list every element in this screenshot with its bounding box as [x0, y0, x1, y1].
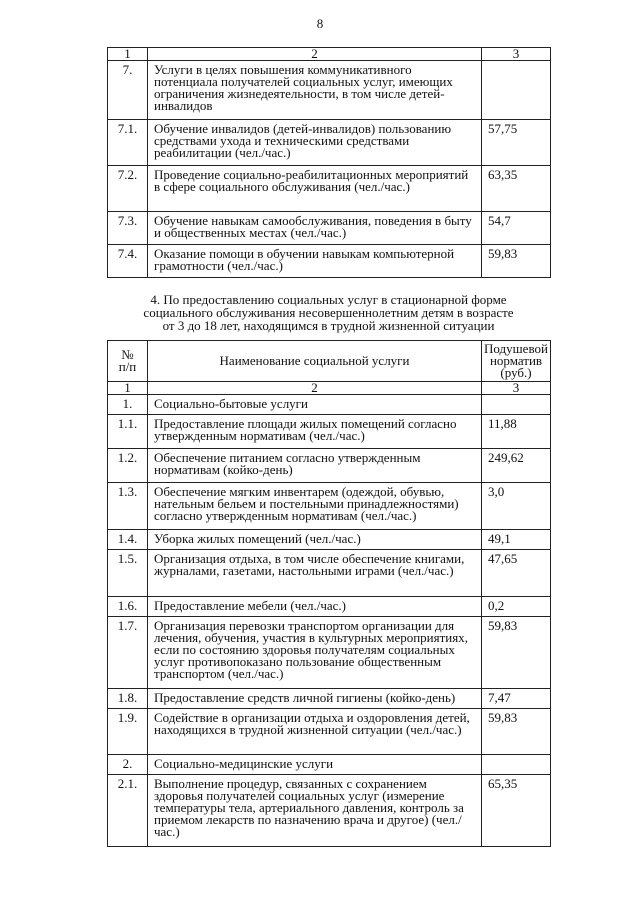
row-number: 7.1.: [108, 120, 148, 166]
services-table-section4: [107, 340, 551, 847]
service-name: Обеспечение мягким инвентарем (одеждой, обувью, нательным бельем и постельными принадлежностями) согласно утвержденным нормативам (чел./час.): [148, 483, 482, 530]
service-name: Оказание помощи в обучении навыкам компьютерной грамотности (чел./час.): [148, 245, 482, 278]
row-number: 1.7.: [108, 617, 148, 689]
column-number-row: [108, 382, 551, 395]
row-number: 7.4.: [108, 245, 148, 278]
row-number: 1.8.: [108, 689, 148, 709]
section-heading: [107, 293, 550, 332]
table-row: [108, 483, 551, 530]
column-number-row: [108, 48, 551, 61]
column-number: 1: [108, 382, 148, 395]
norm-value: 47,65: [482, 550, 551, 597]
norm-value: 57,75: [482, 120, 551, 166]
norm-value: 49,1: [482, 530, 551, 550]
table-row: [108, 245, 551, 278]
table-row: [108, 530, 551, 550]
section-heading-line: от 3 до 18 лет, находящимся в трудной жизненной ситуации: [162, 318, 495, 333]
row-number: 7.2.: [108, 166, 148, 212]
service-name: Обеспечение питанием согласно утвержденным нормативам (койко-день): [148, 449, 482, 483]
norm-value: [482, 61, 551, 120]
header-name: Наименование социальной услуги: [148, 341, 482, 382]
service-name: Социально-медицинские услуги: [148, 755, 482, 775]
row-number: 1.1.: [108, 415, 148, 449]
header-number-line: №: [121, 347, 134, 362]
table-header-row: [108, 341, 551, 382]
service-name: Предоставление площади жилых помещений согласно утвержденным нормативам (чел./час.): [148, 415, 482, 449]
norm-value: [482, 755, 551, 775]
row-number: 1.9.: [108, 709, 148, 755]
column-number: 2: [148, 382, 482, 395]
page-number: 8: [316, 16, 324, 31]
norm-value: 0,2: [482, 597, 551, 617]
norm-value: 3,0: [482, 483, 551, 530]
row-number: 1.2.: [108, 449, 148, 483]
service-name: Организация отдыха, в том числе обеспечение книгами, журналами, газетами, настольными играми (чел./час.): [148, 550, 482, 597]
service-name: Обучение навыкам самообслуживания, поведения в быту и общественных местах (чел./час.): [148, 212, 482, 245]
norm-value: 59,83: [482, 617, 551, 689]
services-table-continued: [107, 47, 551, 278]
service-name: Выполнение процедур, связанных с сохранением здоровья получателей социальных услуг (измерение температуры тела, артериального давления, контроль за приемом лекарств по назначению врача и другое) (чел./час.): [148, 775, 482, 847]
norm-value: [482, 395, 551, 415]
norm-value: 59,83: [482, 709, 551, 755]
norm-value: 63,35: [482, 166, 551, 212]
table-row: [108, 709, 551, 755]
service-name: Содействие в организации отдыха и оздоровления детей, находящихся в трудной жизненной ситуации (чел./час.): [148, 709, 482, 755]
service-name: Уборка жилых помещений (чел./час.): [148, 530, 482, 550]
section-heading-line: 4. По предоставлению социальных услуг в стационарной форме: [150, 292, 507, 307]
table-row: [108, 415, 551, 449]
column-number: 3: [482, 382, 551, 395]
row-number: 2.: [108, 755, 148, 775]
header-value-line: норматив (руб.): [489, 353, 543, 380]
header-value-line: Подушевой: [484, 341, 548, 356]
row-number: 7.3.: [108, 212, 148, 245]
table-row: [108, 597, 551, 617]
table-row: [108, 120, 551, 166]
service-name: Обучение инвалидов (детей-инвалидов) пользованию средствами ухода и техническими средствами реабилитации (чел./час.): [148, 120, 482, 166]
norm-value: 65,35: [482, 775, 551, 847]
table-row: [108, 61, 551, 120]
table-row: [108, 775, 551, 847]
table-row: [108, 449, 551, 483]
row-number: 7.: [108, 61, 148, 120]
header-number: [108, 341, 148, 382]
table-row: [108, 755, 551, 775]
column-number: 3: [482, 48, 551, 61]
row-number: 1.: [108, 395, 148, 415]
row-number: 1.5.: [108, 550, 148, 597]
row-number: 1.6.: [108, 597, 148, 617]
service-name: Проведение социально-реабилитационных мероприятий в сфере социального обслуживания (чел./час.): [148, 166, 482, 212]
service-name: Предоставление мебели (чел./час.): [148, 597, 482, 617]
service-name: Социально-бытовые услуги: [148, 395, 482, 415]
column-number: 2: [148, 48, 482, 61]
header-number-line: п/п: [118, 359, 137, 374]
service-name: Организация перевозки транспортом организации для лечения, обучения, участия в культурных мероприятиях, если по состоянию здоровья получателям социальных услуг противопоказано пользование общественным транспортом (чел./час.): [148, 617, 482, 689]
header-value: [482, 341, 551, 382]
table-row: [108, 212, 551, 245]
table-row: [108, 617, 551, 689]
norm-value: 249,62: [482, 449, 551, 483]
row-number: 1.4.: [108, 530, 148, 550]
norm-value: 11,88: [482, 415, 551, 449]
service-name: Предоставление средств личной гигиены (койко-день): [148, 689, 482, 709]
column-number: 1: [108, 48, 148, 61]
row-number: 1.3.: [108, 483, 148, 530]
norm-value: 7,47: [482, 689, 551, 709]
service-name: Услуги в целях повышения коммуникативного потенциала получателей социальных услуг, имеющих ограничения жизнедеятельности, в том числе детей-инвалидов: [148, 61, 482, 120]
section-heading-line: социального обслуживания несовершеннолетним детям в возрасте: [143, 305, 514, 320]
table-row: [108, 689, 551, 709]
row-number: 2.1.: [108, 775, 148, 847]
table-row: [108, 166, 551, 212]
norm-value: 54,7: [482, 212, 551, 245]
norm-value: 59,83: [482, 245, 551, 278]
table-row: [108, 395, 551, 415]
table-row: [108, 550, 551, 597]
